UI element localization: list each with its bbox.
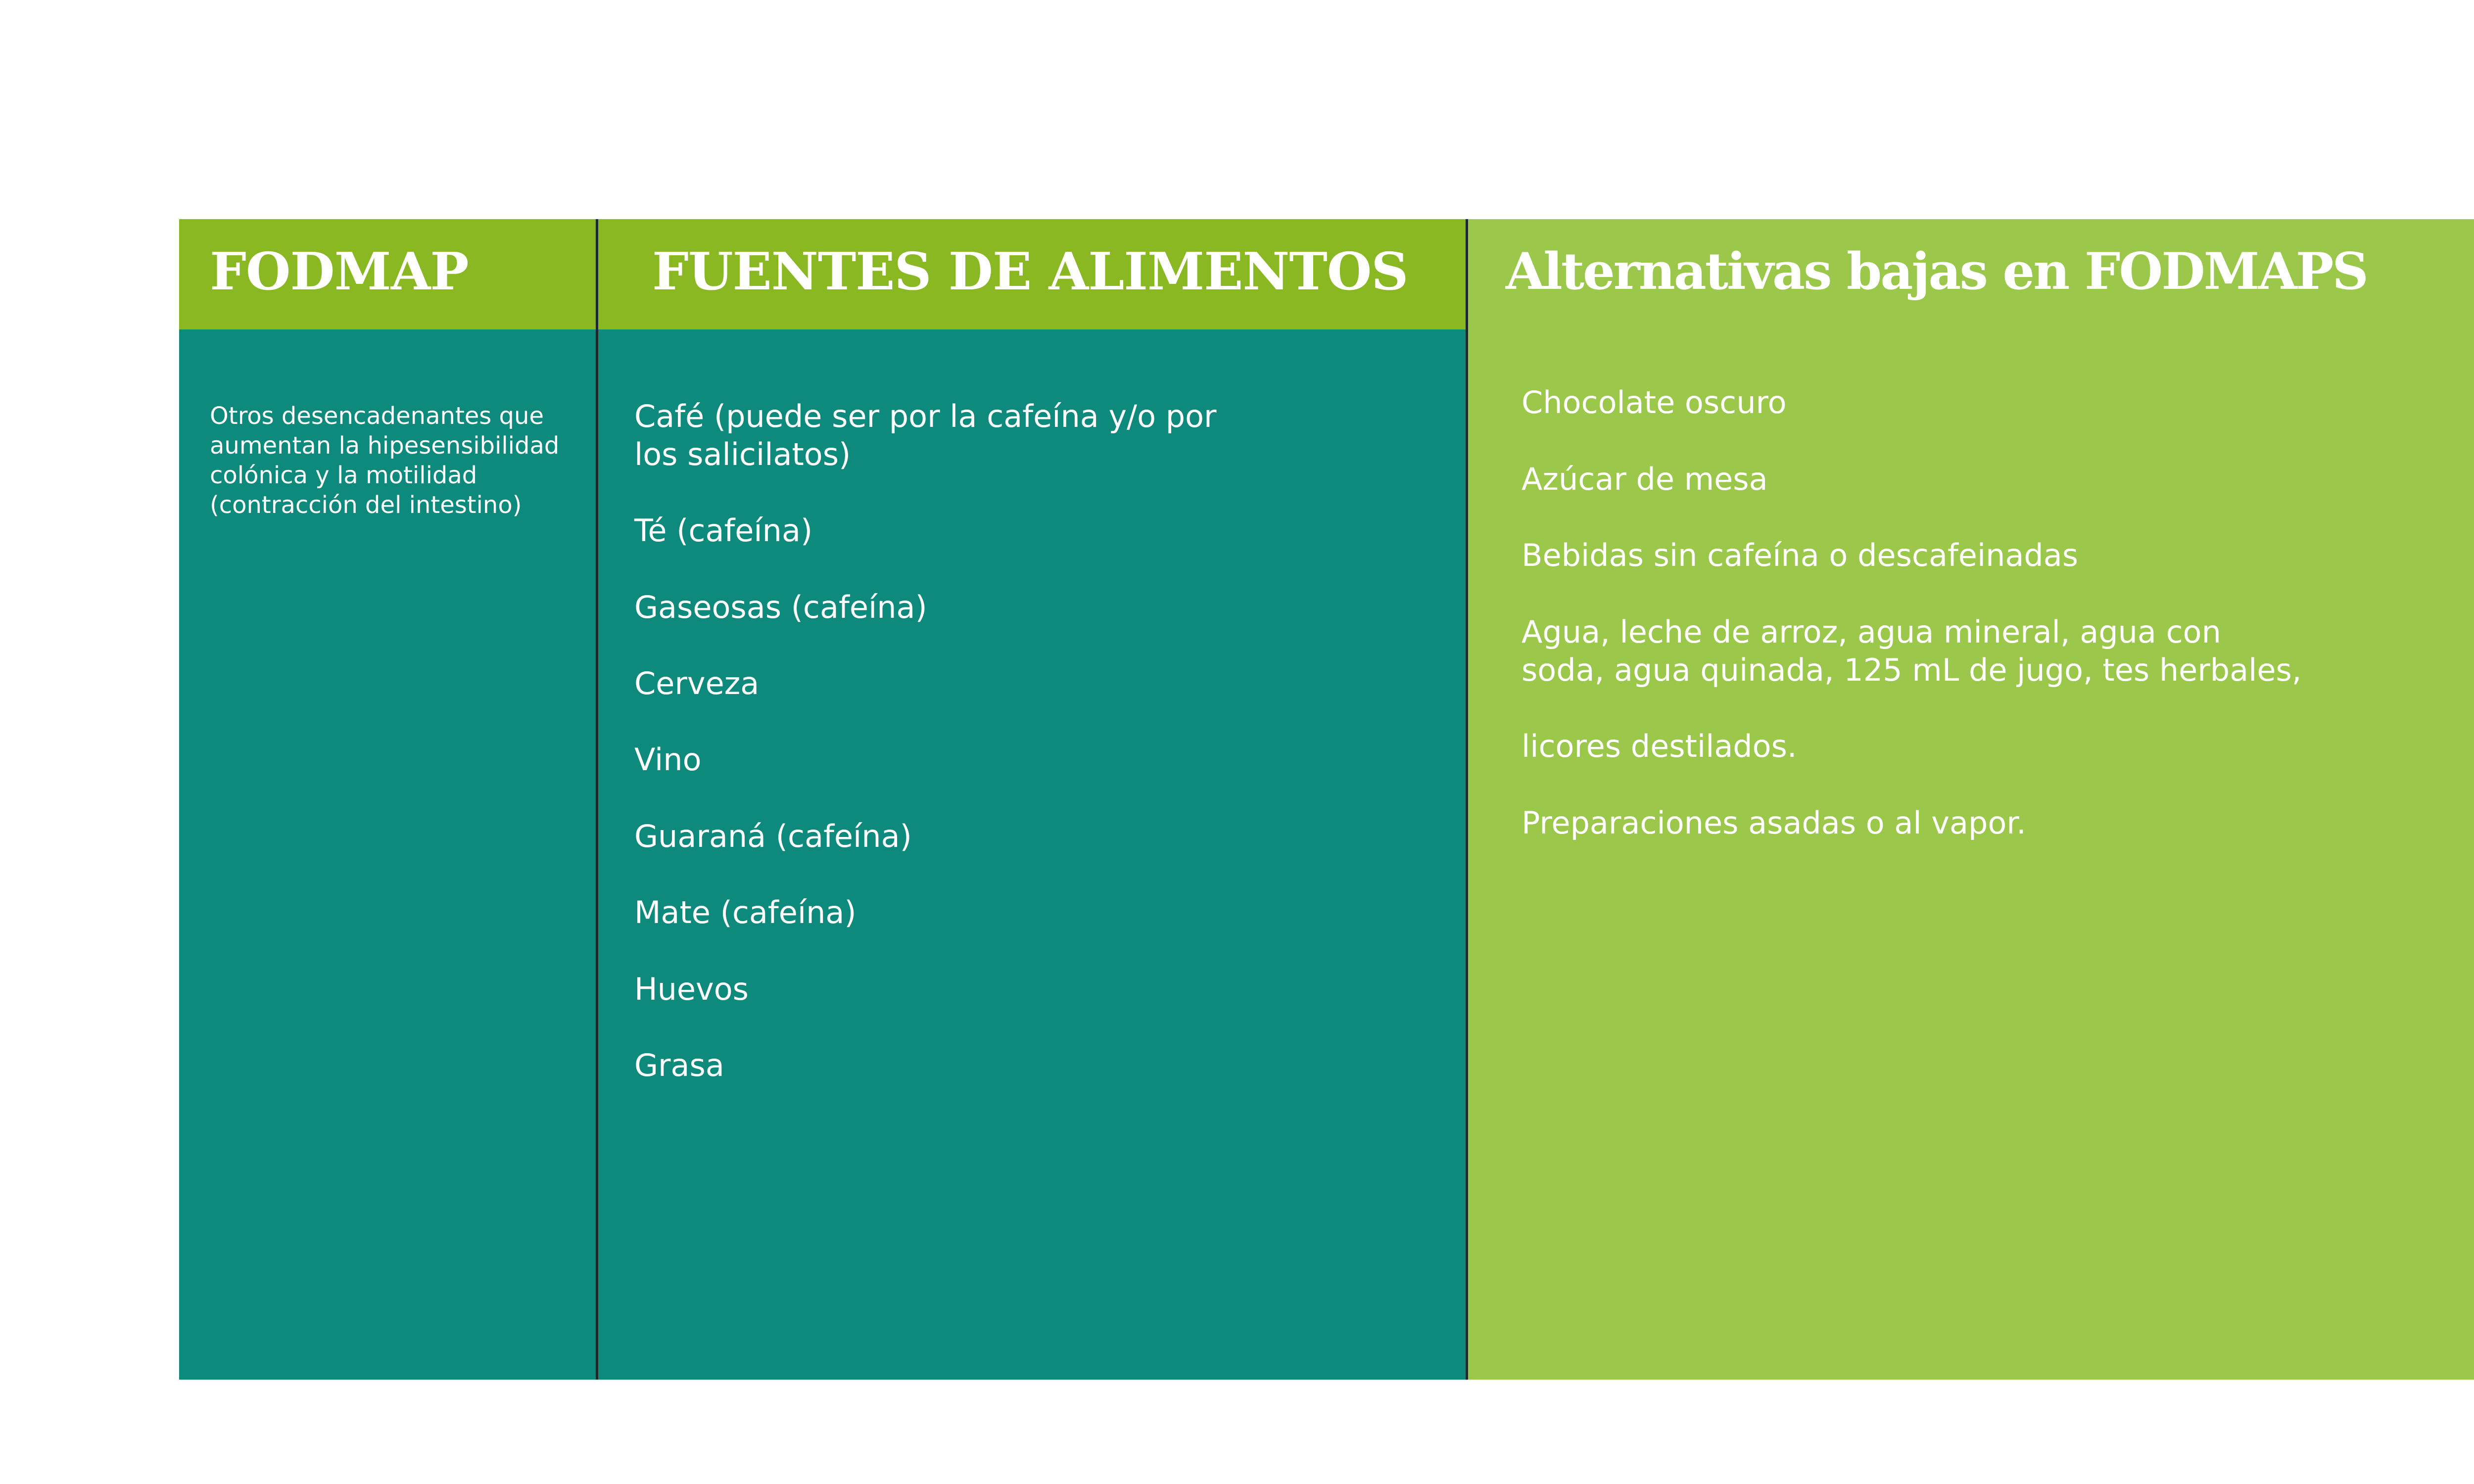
column-fodmap [179,219,598,1380]
column-alternativas [1467,219,2474,1380]
header-alternativas [1467,219,2474,329]
list-item: Guaraná (cafeína) [634,818,912,854]
list-item: soda, agua quinada, 125 mL de jugo, tes herbales, [1522,652,2302,688]
list-item: Preparaciones asadas o al vapor. [1522,805,2026,841]
list-item: Grasa [634,1047,724,1083]
fodmap-description-line: colónica y la motilidad [210,462,477,489]
header-fodmap-label: FODMAP [210,241,469,302]
list-item: Vino [634,742,702,778]
list-item: Agua, leche de arroz, agua mineral, agua con [1522,614,2221,650]
column-fuentes [598,219,1467,1380]
list-item: Chocolate oscuro [1522,384,1787,420]
list-item: los salicilatos) [634,436,851,472]
column-divider [1466,219,1468,1380]
list-item: Gaseosas (cafeína) [634,589,927,625]
header-fuentes [598,219,1467,329]
list-item: Café (puede ser por la cafeína y/o por [634,398,1217,434]
column-divider [596,219,598,1380]
fodmap-description-line: aumentan la hipesensibilidad [210,432,560,460]
list-item: Té (cafeína) [634,512,813,549]
header-fuentes-label: FUENTES DE ALIMENTOS [652,241,1408,302]
fodmap-description-line: (contracción del intestino) [210,491,522,519]
list-item: Bebidas sin cafeína o descafeinadas [1522,537,2079,573]
list-item: licores destilados. [1522,728,1797,764]
fodmap-description [210,401,586,520]
fodmap-table [179,219,2474,1380]
fodmap-description-line: Otros desencadenantes que [210,402,544,430]
list-item: Mate (cafeína) [634,894,856,930]
list-item: Huevos [634,971,749,1007]
list-item: Azúcar de mesa [1522,461,1768,497]
list-item: Cerveza [634,665,760,701]
header-alternativas-label: Alternativas bajas en FODMAPS [1506,242,2368,301]
header-fodmap [179,219,598,329]
